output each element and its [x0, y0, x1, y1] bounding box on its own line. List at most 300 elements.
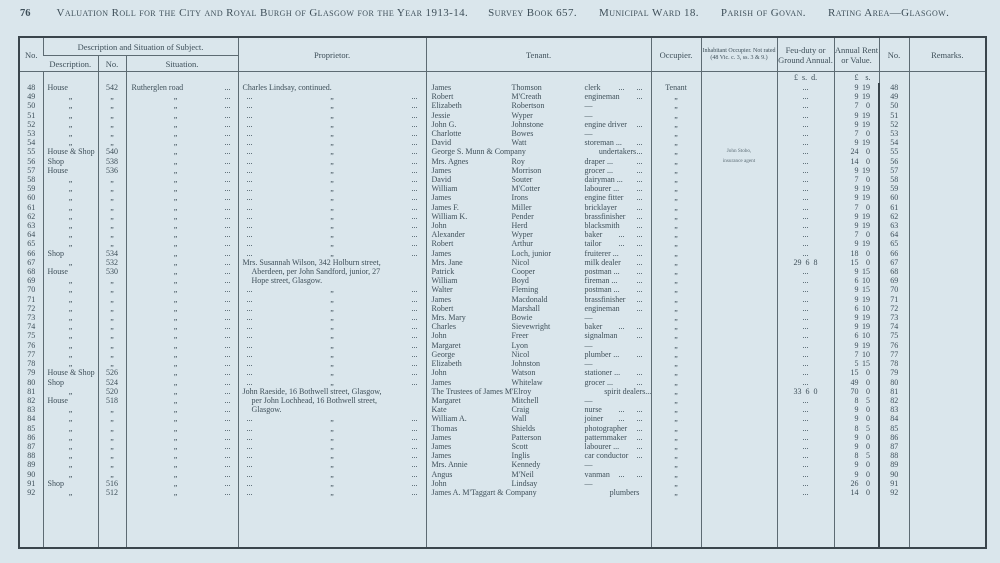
description-value: „ [43, 405, 98, 414]
description-value: „ [43, 359, 98, 368]
remarks-value [909, 175, 986, 184]
rent-shillings: 15 [862, 267, 871, 277]
entry-number-left: 79 [27, 368, 36, 378]
proprietor-cell [238, 368, 426, 377]
entry-number-left: 68 [27, 267, 36, 277]
rent-shillings: 0 [866, 129, 871, 139]
tenant-cell [426, 479, 651, 488]
rent-pounds: 9 [854, 110, 859, 120]
tenant-surname: Mitchell [511, 395, 539, 405]
feu-duty-value: ... [777, 147, 834, 156]
tenant-cell [426, 350, 651, 359]
rent-content [835, 396, 879, 405]
tenant-surname: Bowes [511, 129, 534, 139]
description-value: „ [43, 322, 98, 331]
feu-duty-value: ... [777, 359, 834, 368]
entry-number-right: 85 [879, 424, 909, 433]
tenant-content [427, 157, 651, 166]
occupier-value: „ [651, 322, 701, 331]
occupier-value: „ [651, 258, 701, 267]
tenant-occupation [585, 341, 651, 350]
situation-value: „ [173, 414, 178, 424]
column-header-occupier: Occupier. [651, 37, 701, 72]
remarks-value [909, 424, 986, 433]
leader-dots: ... [636, 285, 643, 295]
situation-content [127, 433, 238, 442]
rent-shillings: 5 [866, 423, 871, 433]
proprietor-value: John Raeside, 16 Bothwell street, Glasgow, [242, 386, 382, 396]
leader-dots: ... [411, 313, 418, 323]
street-number-value: „ [98, 184, 126, 193]
proprietor-cell [238, 313, 426, 322]
occupation-value: — [584, 460, 593, 470]
situation-cell [126, 101, 238, 110]
entry-number-left: 52 [27, 119, 36, 129]
tenant-surname: Morrison [511, 165, 542, 175]
proprietor-cell [238, 129, 426, 138]
tenant-surname: Marshall [511, 303, 540, 313]
annual-rent-cell [834, 304, 879, 313]
entry-number-right: 54 [879, 138, 909, 147]
entry-number-right: 69 [879, 276, 909, 285]
ditto-mark: „ [330, 432, 334, 442]
situation-content [127, 249, 238, 258]
tenant-forename: William A. [431, 414, 467, 424]
proprietor-cell [238, 83, 426, 92]
proprietor-cell [238, 414, 426, 423]
feu-duty-value: ... [777, 479, 834, 488]
tenant-cell [426, 442, 651, 451]
occupation-value: — [584, 395, 593, 405]
rent-shillings: 10 [862, 276, 871, 286]
table-row [19, 138, 986, 147]
leader-dots: ... [246, 460, 253, 470]
leader-dots: ... [636, 165, 643, 175]
description-value: „ [43, 460, 98, 469]
tenant-forename: John G. [431, 119, 457, 129]
annual-rent-cell [834, 285, 879, 294]
street-number-value: „ [98, 193, 126, 202]
situation-cell [126, 258, 238, 267]
situation-cell [126, 322, 238, 331]
situation-content [127, 322, 238, 331]
inhabitant-occupier-note [701, 193, 777, 202]
leader-dots: ... [411, 377, 418, 387]
table-row [19, 184, 986, 193]
entry-number-left: 65 [27, 239, 36, 249]
filler-cell [879, 497, 909, 548]
tenant-cell [426, 359, 651, 368]
rent-shillings: 15 [862, 359, 871, 369]
annual-rent-cell [834, 83, 879, 92]
description-value: „ [43, 92, 98, 101]
tenant-content [427, 239, 651, 248]
situation-cell [126, 276, 238, 285]
leader-dots: ... [246, 294, 253, 304]
tenant-forename: William K. [431, 211, 468, 221]
annual-rent-cell [834, 138, 879, 147]
proprietor-content [239, 111, 426, 120]
remarks-value [909, 221, 986, 230]
situation-cell [126, 212, 238, 221]
tenant-forename: James [431, 377, 452, 387]
situation-value: „ [173, 165, 178, 175]
feu-duty-value: ... [777, 175, 834, 184]
street-number-value: „ [98, 442, 126, 451]
proprietor-cell [238, 451, 426, 460]
situation-cell [126, 442, 238, 451]
leader-dots: ... [411, 322, 418, 332]
entry-number-right: 53 [879, 129, 909, 138]
inhabitant-occupier-note [701, 166, 777, 175]
proprietor-content [239, 331, 426, 340]
occupation-value: fruiterer ... [584, 248, 619, 258]
inhabitant-occupier-note [701, 350, 777, 359]
rent-shillings: 19 [862, 239, 871, 249]
leader-dots: ... [411, 211, 418, 221]
tenant-cell [426, 193, 651, 202]
annual-rent-cell [834, 378, 879, 387]
description-value: „ [43, 387, 98, 396]
rent-shillings: 19 [862, 92, 871, 102]
entry-number-right: 61 [879, 203, 909, 212]
leader-dots: ... [224, 432, 231, 442]
situation-cell [126, 470, 238, 479]
rent-pounds: 15 [850, 368, 859, 378]
remarks-value [909, 203, 986, 212]
annual-rent-cell [834, 331, 879, 340]
situation-cell [126, 433, 238, 442]
tenant-forename: Robert [431, 92, 454, 102]
inhabitant-occupier-note [701, 267, 777, 276]
entry-number-left: 53 [27, 129, 36, 139]
tenant-content [427, 313, 651, 322]
survey-book-label: Survey Book 657. [488, 7, 578, 19]
tenant-cell [426, 92, 651, 101]
street-number-value: „ [98, 111, 126, 120]
rent-content [835, 313, 879, 322]
leader-dots: ... [224, 359, 231, 369]
leader-dots: ... [246, 423, 253, 433]
column-header-annual-rent: Annual Rent or Value. [834, 37, 879, 72]
inhabitant-occupier-note [701, 479, 777, 488]
tenant-forename: John [431, 331, 447, 341]
proprietor-content [239, 424, 426, 433]
leader-dots: ... [246, 138, 253, 148]
entry-number-left: 86 [27, 432, 36, 442]
ditto-mark: „ [330, 221, 334, 231]
inhabitant-occupier-note [701, 442, 777, 451]
proprietor-content [239, 378, 426, 387]
situation-content [127, 147, 238, 156]
leader-dots: ... [246, 313, 253, 323]
tenant-forename: Alexander [431, 230, 465, 240]
situation-content [127, 350, 238, 359]
street-number-value: „ [98, 451, 126, 460]
description-value: „ [43, 442, 98, 451]
situation-value: „ [173, 193, 178, 203]
proprietor-content [239, 120, 426, 129]
entry-number-left: 70 [27, 285, 36, 295]
rent-pounds: 9 [854, 221, 859, 231]
description-value: „ [43, 230, 98, 239]
remarks-value [909, 120, 986, 129]
situation-content [127, 488, 238, 497]
tenant-forename: David [431, 175, 452, 185]
leader-dots: ... [224, 83, 231, 92]
occupier-value: „ [651, 276, 701, 285]
proprietor-cell [238, 331, 426, 340]
situation-content [127, 157, 238, 166]
street-number-value: „ [98, 322, 126, 331]
situation-cell [126, 405, 238, 414]
rent-shillings: 19 [862, 294, 871, 304]
occupier-value: „ [651, 157, 701, 166]
leader-dots: ... [224, 92, 231, 102]
remarks-value [909, 285, 986, 294]
tenant-occupation [604, 387, 651, 396]
rent-pounds: 14 [850, 156, 859, 166]
leader-dots: ... [224, 395, 231, 405]
occupier-value: „ [651, 350, 701, 359]
inhabitant-occupier-note [701, 83, 777, 92]
remarks-value [909, 470, 986, 479]
occupier-value: „ [651, 203, 701, 212]
table-row [19, 331, 986, 340]
proprietor-value: Hope street, Glasgow. [251, 276, 323, 286]
situation-cell [126, 221, 238, 230]
rent-content [835, 129, 879, 138]
leader-dots: ... [636, 193, 643, 203]
tenant-surname: Freer [511, 331, 529, 341]
feu-duty-value: ... [777, 313, 834, 322]
street-number-value: „ [98, 285, 126, 294]
tenant-content [427, 350, 651, 359]
leader-dots: ... [246, 230, 253, 240]
street-number-value: „ [98, 331, 126, 340]
occupation-value: — [584, 478, 593, 488]
tenant-cell [426, 157, 651, 166]
situation-cell [126, 479, 238, 488]
street-number-value: 512 [98, 488, 126, 497]
tenant-occupation [585, 470, 651, 479]
tenant-cell [426, 184, 651, 193]
column-header-description-situation-group: Description and Situation of Subject. [43, 37, 238, 56]
rent-pounds: 26 [850, 478, 859, 488]
occupation-value: fireman ... [584, 276, 618, 286]
remarks-value [909, 276, 986, 285]
rent-shillings: 0 [866, 368, 871, 378]
proprietor-cell [238, 396, 426, 405]
feu-duty-value: ... [777, 92, 834, 101]
occupier-value: „ [651, 451, 701, 460]
remarks-value [909, 442, 986, 451]
entry-number-left: 55 [27, 147, 36, 157]
tenant-surname: Wyper [511, 110, 533, 120]
leader-dots: ... ... [618, 414, 643, 424]
description-value: „ [43, 424, 98, 433]
tenant-cell [426, 378, 651, 387]
tenant-content [427, 331, 651, 340]
entry-number-left: 66 [27, 248, 36, 258]
tenant-surname: Sievewright [511, 322, 551, 332]
inhabitant-occupier-note [701, 92, 777, 101]
ditto-mark: „ [330, 478, 334, 488]
tenant-surname: Loch, junior [511, 248, 552, 258]
rent-pounds: 9 [854, 184, 859, 194]
street-number-value: „ [98, 341, 126, 350]
proprietor-cell [238, 267, 426, 276]
remarks-value [909, 460, 986, 469]
feu-duty-value: ... [777, 460, 834, 469]
proprietor-content [239, 101, 426, 110]
tenant-surname: Fleming [511, 285, 539, 295]
description-value: „ [43, 414, 98, 423]
description-value: „ [43, 285, 98, 294]
rent-content [835, 322, 879, 331]
tenant-occupation [585, 276, 651, 285]
tenant-content [427, 387, 651, 396]
situation-value: „ [173, 248, 178, 258]
ditto-mark: „ [330, 211, 334, 221]
situation-content [127, 470, 238, 479]
tenant-occupation [585, 83, 651, 92]
table-row [19, 120, 986, 129]
leader-dots: ... [636, 221, 643, 231]
ditto-mark: „ [330, 129, 334, 139]
situation-cell [126, 230, 238, 239]
situation-value: „ [173, 441, 178, 451]
situation-cell [126, 295, 238, 304]
ditto-mark: „ [330, 451, 334, 461]
street-number-value: „ [98, 350, 126, 359]
leader-dots: ... [246, 368, 253, 378]
street-number-value: „ [98, 175, 126, 184]
annual-rent-cell [834, 147, 879, 156]
ditto-mark: „ [330, 193, 334, 203]
tenant-cell [426, 203, 651, 212]
proprietor-cell [238, 175, 426, 184]
occupation-value: undertakers [598, 147, 637, 157]
remarks-value [909, 157, 986, 166]
table-row [19, 350, 986, 359]
description-value: „ [43, 341, 98, 350]
leader-dots: ... [411, 221, 418, 231]
rent-content [835, 304, 879, 313]
proprietor-cell [238, 295, 426, 304]
street-number-value: 526 [98, 368, 126, 377]
leader-dots: ... [246, 469, 253, 479]
remarks-value [909, 359, 986, 368]
table-row [19, 267, 986, 276]
proprietor-cell [238, 479, 426, 488]
rent-content [835, 488, 879, 497]
tenant-cell [426, 460, 651, 469]
feu-duty-value: ... [777, 239, 834, 248]
proprietor-content [239, 313, 426, 322]
description-value: „ [43, 101, 98, 110]
tenant-cell [426, 331, 651, 340]
tenant-content [427, 359, 651, 368]
entry-number-left: 63 [27, 221, 36, 231]
ditto-mark: „ [330, 469, 334, 479]
entry-number-right: 77 [879, 350, 909, 359]
situation-value: „ [173, 119, 178, 129]
entry-number-left: 71 [27, 294, 36, 304]
leader-dots: ... [224, 101, 231, 111]
leader-dots: ... [224, 221, 231, 231]
tenant-cell [426, 470, 651, 479]
proprietor-content [239, 175, 426, 184]
occupation-value: dairyman ... [584, 175, 623, 185]
tenant-forename: James [431, 451, 452, 461]
situation-cell [126, 396, 238, 405]
entry-number-right: 62 [879, 212, 909, 221]
entry-number-right: 75 [879, 331, 909, 340]
occupation-value: photographer [584, 423, 628, 433]
ditto-mark: „ [330, 303, 334, 313]
feu-duty-value: ... [777, 331, 834, 340]
occupation-value: spirit dealers [604, 386, 646, 396]
occupation-value: plumbers [609, 487, 640, 497]
leader-dots: ... [224, 248, 231, 258]
tenant-forename: George S. Munn & Company [431, 147, 526, 157]
proprietor-value: Glasgow. [251, 405, 282, 415]
annual-rent-cell [834, 341, 879, 350]
situation-content [127, 387, 238, 396]
occupation-value: baker [584, 322, 603, 332]
proprietor-content [239, 442, 426, 451]
proprietor-content [239, 129, 426, 138]
rent-pounds: 9 [854, 193, 859, 203]
leader-dots: ... [636, 276, 643, 286]
situation-value: „ [173, 340, 178, 350]
rent-shillings: 0 [866, 432, 871, 442]
leader-dots: ... [411, 129, 418, 139]
inhabitant-occupier-note [701, 258, 777, 267]
situation-content [127, 442, 238, 451]
tenant-surname: Thomson [511, 83, 542, 92]
situation-content [127, 304, 238, 313]
tenant-content [427, 322, 651, 331]
situation-cell [126, 460, 238, 469]
leader-dots: ... [246, 303, 253, 313]
description-value: „ [43, 331, 98, 340]
rent-shillings: 5 [866, 395, 871, 405]
situation-cell [126, 359, 238, 368]
rent-pounds: 8 [854, 395, 859, 405]
annual-rent-cell [834, 405, 879, 414]
ditto-mark: „ [330, 322, 334, 332]
proprietor-cell [238, 230, 426, 239]
remarks-value [909, 101, 986, 110]
rent-shillings: 0 [866, 414, 871, 424]
occupation-value: engineman [584, 92, 620, 102]
inhabitant-occupier-note [701, 101, 777, 110]
rent-shillings: 19 [862, 322, 871, 332]
inhabitant-occupier-note: John Stobo, [701, 147, 777, 156]
occupation-value: signalman [584, 331, 618, 341]
leader-dots: ... [636, 368, 643, 378]
situation-cell [126, 488, 238, 497]
street-number-value: 540 [98, 147, 126, 156]
situation-content [127, 120, 238, 129]
entry-number-left: 51 [27, 110, 36, 120]
table-header [19, 37, 986, 72]
proprietor-content [239, 368, 426, 377]
tenant-forename: James [431, 432, 452, 442]
leader-dots: ... [224, 478, 231, 488]
